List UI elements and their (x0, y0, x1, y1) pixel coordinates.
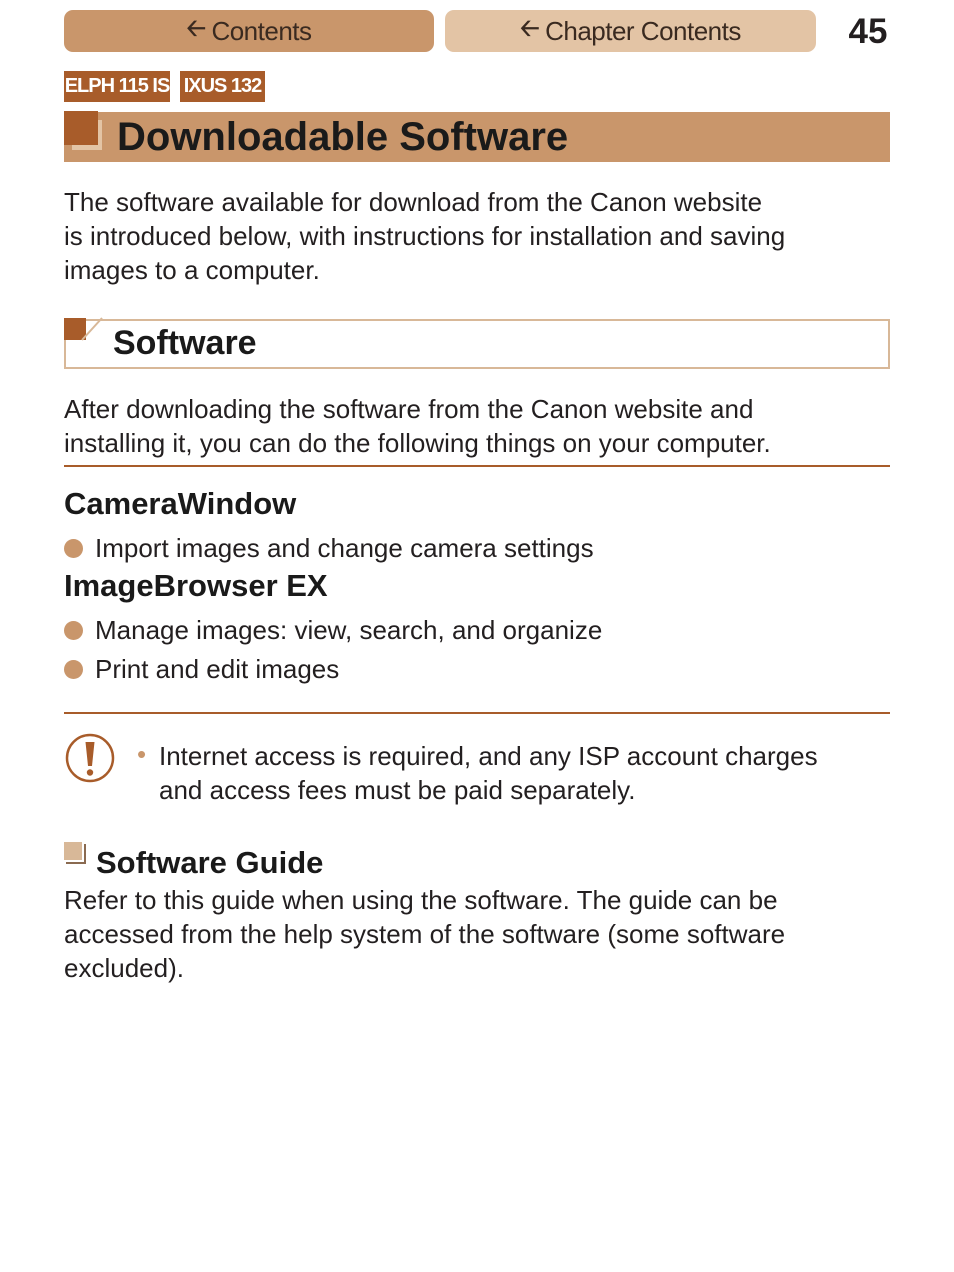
bullet-icon (64, 660, 83, 679)
guide-square-icon (64, 842, 82, 860)
contents-button-label: Contents (211, 15, 312, 46)
model-badge-ixus: IXUS 132 (180, 71, 265, 102)
contents-button[interactable] (64, 10, 434, 52)
app-name-camerawindow: CameraWindow (64, 486, 297, 521)
caution-line: and access fees must be paid separately. (159, 775, 636, 805)
section-line: After downloading the software from the Canon website and (64, 394, 754, 424)
chapter-contents-button[interactable] (445, 10, 816, 52)
guide-paragraph (64, 883, 894, 985)
heading-square-icon (64, 111, 98, 145)
intro-paragraph (64, 185, 894, 287)
guide-title: Software Guide (96, 845, 324, 880)
list-item (64, 615, 602, 646)
caution-bullet-icon: • (137, 739, 147, 769)
divider (64, 465, 890, 467)
arrow-left-icon: 🡠 (186, 14, 206, 42)
guide-line: accessed from the help system of the software (some software (64, 919, 786, 949)
page-number: 45 (848, 12, 888, 51)
intro-line: is introduced below, with instructions for installation and saving (64, 221, 786, 251)
intro-line: images to a computer. (64, 255, 320, 285)
app-name-imagebrowser: ImageBrowser EX (64, 568, 328, 603)
section-line: installing it, you can do the following things on your computer. (64, 428, 771, 458)
guide-line: Refer to this guide when using the software. The guide can be (64, 885, 778, 915)
caution-icon (65, 733, 115, 783)
list-item (64, 654, 339, 685)
section-corner-icon (80, 316, 106, 342)
caution-line: Internet access is required, and any ISP account charges (159, 741, 818, 771)
model-badge-elph: ELPH 115 IS (64, 71, 170, 102)
section-paragraph (64, 392, 894, 460)
bullet-icon (64, 621, 83, 640)
chapter-contents-button-label: Chapter Contents (545, 15, 741, 46)
section-title: Software (113, 324, 257, 362)
list-item-text: Import images and change camera settings (95, 533, 594, 563)
list-item-text: Print and edit images (95, 654, 340, 684)
list-item (64, 533, 594, 564)
caution-text (159, 739, 818, 807)
arrow-left-icon: 🡠 (520, 14, 540, 42)
guide-line: excluded). (64, 953, 184, 983)
bullet-icon (64, 539, 83, 558)
page-title: Downloadable Software (117, 115, 569, 159)
list-item-text: Manage images: view, search, and organize (95, 615, 603, 645)
intro-line: The software available for download from the Canon website (64, 187, 763, 217)
divider (64, 712, 890, 714)
